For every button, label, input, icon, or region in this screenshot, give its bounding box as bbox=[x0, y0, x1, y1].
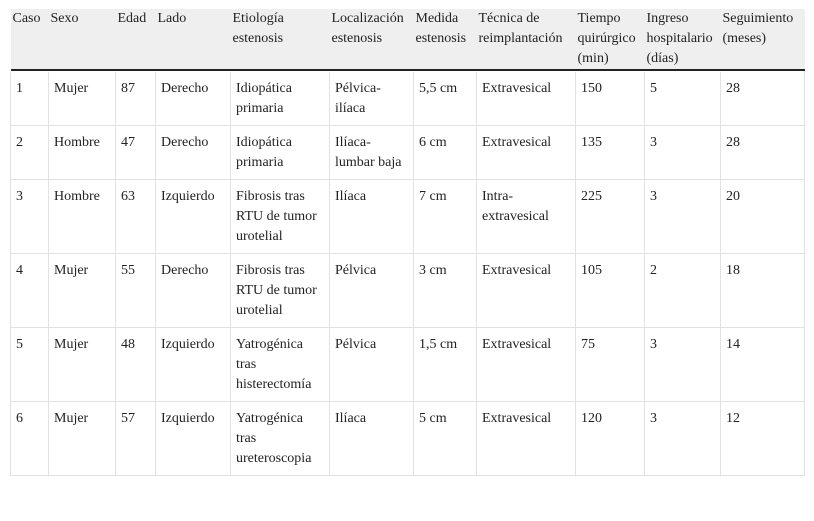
cell-lado: Derecho bbox=[156, 72, 231, 126]
cell-etiologia: Fibrosis tras RTU de tumor urotelial bbox=[231, 180, 330, 254]
cell-ingreso: 2 bbox=[645, 254, 721, 328]
cell-tiempo: 150 bbox=[576, 72, 645, 126]
cell-lado: Izquierdo bbox=[156, 328, 231, 402]
table-row bbox=[11, 180, 805, 254]
cell-edad: 48 bbox=[116, 328, 156, 402]
cell-tecnica: Intra-extravesical bbox=[477, 180, 576, 254]
table-row bbox=[11, 402, 805, 476]
header-tecnica: Técnica de reimplantación bbox=[477, 9, 576, 70]
cell-lado: Derecho bbox=[156, 254, 231, 328]
cell-ingreso: 3 bbox=[645, 180, 721, 254]
cell-tiempo: 135 bbox=[576, 126, 645, 180]
cell-etiologia: Idiopática primaria bbox=[231, 126, 330, 180]
cell-etiologia: Idiopática primaria bbox=[231, 72, 330, 126]
cell-tecnica: Extravesical bbox=[477, 126, 576, 180]
header-localizacion: Localización estenosis bbox=[330, 9, 414, 70]
cell-seguimiento: 14 bbox=[721, 328, 805, 402]
cell-sexo: Mujer bbox=[49, 72, 116, 126]
cell-caso: 4 bbox=[11, 254, 49, 328]
cell-sexo: Mujer bbox=[49, 254, 116, 328]
header-edad: Edad bbox=[116, 9, 156, 70]
table-row bbox=[11, 328, 805, 402]
cases-table-container bbox=[10, 9, 804, 476]
header-ingreso: Ingreso hospitalario (días) bbox=[645, 9, 721, 70]
cell-edad: 63 bbox=[116, 180, 156, 254]
cell-lado: Derecho bbox=[156, 126, 231, 180]
cell-sexo: Mujer bbox=[49, 402, 116, 476]
cell-seguimiento: 18 bbox=[721, 254, 805, 328]
cell-medida: 7 cm bbox=[414, 180, 477, 254]
cell-localizacion: Ilíaca bbox=[330, 180, 414, 254]
cell-medida: 3 cm bbox=[414, 254, 477, 328]
cell-caso: 3 bbox=[11, 180, 49, 254]
table-row bbox=[11, 126, 805, 180]
cell-tecnica: Extravesical bbox=[477, 72, 576, 126]
cell-tiempo: 120 bbox=[576, 402, 645, 476]
cell-localizacion: Ilíaca-lumbar baja bbox=[330, 126, 414, 180]
header-tiempo: Tiempo quirúrgico (min) bbox=[576, 9, 645, 70]
cell-seguimiento: 28 bbox=[721, 126, 805, 180]
table-row bbox=[11, 72, 805, 126]
cell-ingreso: 3 bbox=[645, 328, 721, 402]
header-sexo: Sexo bbox=[49, 9, 116, 70]
cell-sexo: Hombre bbox=[49, 126, 116, 180]
cell-medida: 5 cm bbox=[414, 402, 477, 476]
cell-caso: 6 bbox=[11, 402, 49, 476]
cell-ingreso: 5 bbox=[645, 72, 721, 126]
header-medida: Medida estenosis bbox=[414, 9, 477, 70]
cell-caso: 5 bbox=[11, 328, 49, 402]
cell-localizacion: Pélvica bbox=[330, 254, 414, 328]
cell-etiologia: Fibrosis tras RTU de tumor urotelial bbox=[231, 254, 330, 328]
cell-tecnica: Extravesical bbox=[477, 328, 576, 402]
cell-localizacion: Ilíaca bbox=[330, 402, 414, 476]
cell-tiempo: 75 bbox=[576, 328, 645, 402]
header-etiologia: Etiología estenosis bbox=[231, 9, 330, 70]
cell-etiologia: Yatrogénica tras ureteroscopia bbox=[231, 402, 330, 476]
cell-tecnica: Extravesical bbox=[477, 402, 576, 476]
header-lado: Lado bbox=[156, 9, 231, 70]
cell-seguimiento: 12 bbox=[721, 402, 805, 476]
header-caso: Caso bbox=[11, 9, 49, 70]
cell-tecnica: Extravesical bbox=[477, 254, 576, 328]
cell-medida: 1,5 cm bbox=[414, 328, 477, 402]
cell-edad: 57 bbox=[116, 402, 156, 476]
table-header bbox=[11, 9, 805, 70]
cases-table bbox=[10, 9, 805, 476]
cell-lado: Izquierdo bbox=[156, 402, 231, 476]
table-body bbox=[11, 70, 805, 476]
cell-sexo: Mujer bbox=[49, 328, 116, 402]
cell-medida: 5,5 cm bbox=[414, 72, 477, 126]
cell-seguimiento: 28 bbox=[721, 72, 805, 126]
cell-edad: 47 bbox=[116, 126, 156, 180]
cell-tiempo: 225 bbox=[576, 180, 645, 254]
cell-tiempo: 105 bbox=[576, 254, 645, 328]
cell-caso: 2 bbox=[11, 126, 49, 180]
cell-ingreso: 3 bbox=[645, 402, 721, 476]
cell-sexo: Hombre bbox=[49, 180, 116, 254]
cell-edad: 55 bbox=[116, 254, 156, 328]
cell-edad: 87 bbox=[116, 72, 156, 126]
cell-caso: 1 bbox=[11, 72, 49, 126]
cell-ingreso: 3 bbox=[645, 126, 721, 180]
cell-seguimiento: 20 bbox=[721, 180, 805, 254]
cell-localizacion: Pélvica-ilíaca bbox=[330, 72, 414, 126]
cell-medida: 6 cm bbox=[414, 126, 477, 180]
cell-etiologia: Yatrogénica tras histerectomía bbox=[231, 328, 330, 402]
header-seguimiento: Seguimiento (meses) bbox=[721, 9, 805, 70]
header-row bbox=[11, 9, 805, 70]
table-row bbox=[11, 254, 805, 328]
cell-localizacion: Pélvica bbox=[330, 328, 414, 402]
cell-lado: Izquierdo bbox=[156, 180, 231, 254]
